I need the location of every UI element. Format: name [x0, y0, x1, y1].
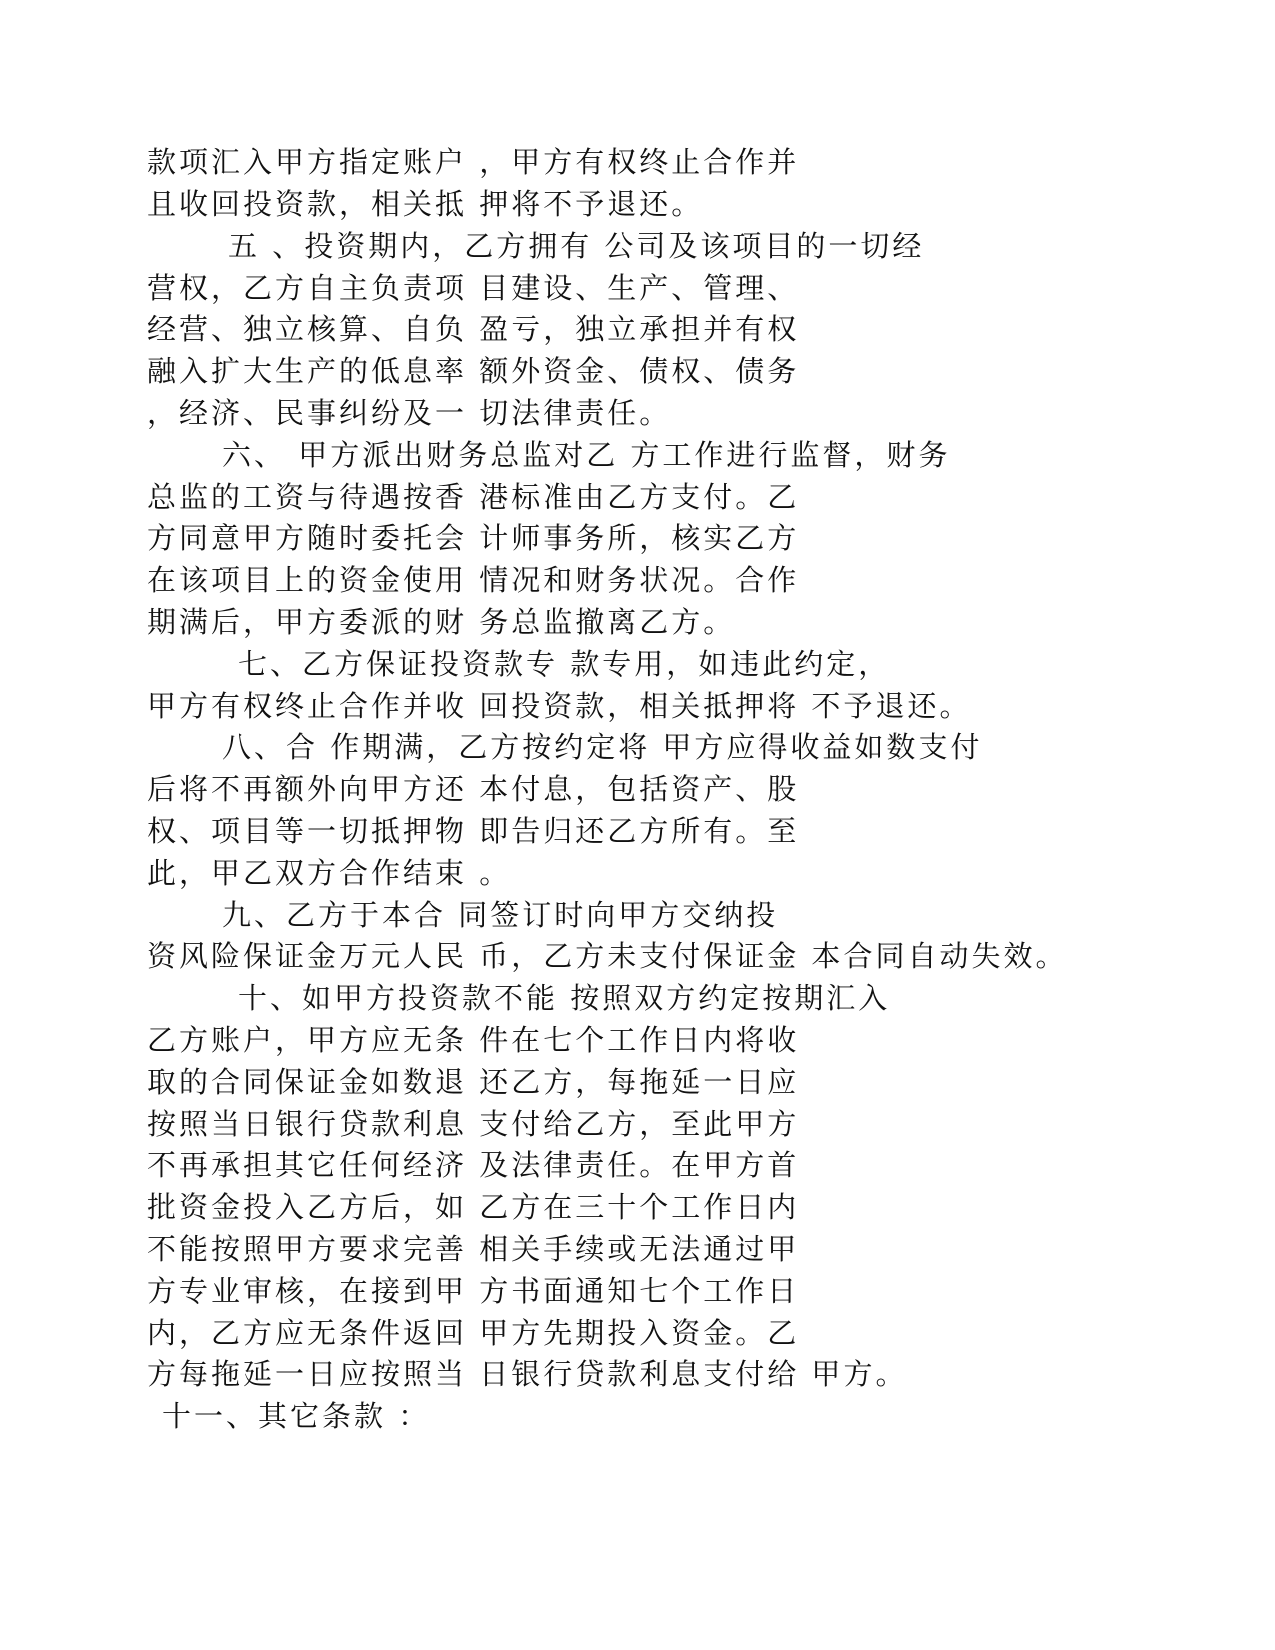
text-line: 乙方账户，甲方应无条 件在七个工作日内将收: [147, 1023, 800, 1057]
text-line: 十、如甲方投资款不能 按照双方约定按期汇入: [238, 981, 891, 1015]
text-line: 资风险保证金万元人民 币，乙方未支付保证金 本合同自动失效。: [147, 939, 1068, 973]
text-line: 在该项目上的资金使用 情况和财务状况。合作: [147, 563, 800, 597]
text-line: 方专业审核，在接到甲 方书面通知七个工作日: [147, 1274, 800, 1308]
text-line: 后将不再额外向甲方还 本付息，包括资产、股: [147, 772, 800, 806]
text-line: 七、乙方保证投资款专 款专用，如违此约定，: [238, 647, 891, 681]
text-line: 八、合 作期满，乙方按约定将 甲方应得收益如数支付: [222, 730, 983, 764]
text-line: 取的合同保证金如数退 还乙方，每拖延一日应: [147, 1065, 800, 1099]
text-line: 总监的工资与待遇按香 港标准由乙方支付。乙: [147, 480, 800, 514]
text-line: ，经济、民事纠纷及一 切法律责任。: [147, 396, 672, 430]
text-line: 营权，乙方自主负责项 目建设、生产、管理、: [147, 271, 800, 305]
text-line: 内，乙方应无条件返回 甲方先期投入资金。乙: [147, 1316, 800, 1350]
text-line: 且收回投资款，相关抵 押将不予退还。: [147, 187, 704, 221]
text-line: 方同意甲方随时委托会 计师事务所，核实乙方: [147, 521, 800, 555]
text-line: 不能按照甲方要求完善 相关手续或无法通过甲: [147, 1232, 800, 1266]
text-line: 经营、独立核算、自负 盈亏，独立承担并有权: [147, 312, 800, 346]
text-line: 权、项目等一切抵押物 即告归还乙方所有。至: [147, 814, 800, 848]
text-line: 按照当日银行贷款利息 支付给乙方，至此甲方: [147, 1107, 800, 1141]
text-line: 期满后，甲方委派的财 务总监撤离乙方。: [147, 605, 736, 639]
text-line: 九、乙方于本合 同签订时向甲方交纳投: [222, 898, 779, 932]
text-line: 融入扩大生产的低息率 额外资金、债权、债务: [147, 354, 800, 388]
text-line: 此，甲乙双方合作结束 。: [147, 856, 512, 890]
text-line: 不再承担其它任何经济 及法律责任。在甲方首: [147, 1148, 800, 1182]
text-line: 六、 甲方派出财务总监对乙 方工作进行监督，财务: [222, 438, 951, 472]
text-line: 甲方有权终止合作并收 回投资款，相关抵押将 不予退还。: [147, 689, 972, 723]
text-line: 方每拖延一日应按照当 日银行贷款利息支付给 甲方。: [147, 1357, 908, 1391]
text-line: 批资金投入乙方后，如 乙方在三十个工作日内: [147, 1190, 800, 1224]
text-line: 五 、投资期内，乙方拥有 公司及该项目的一切经: [228, 229, 925, 263]
text-line: 款项汇入甲方指定账户 ，甲方有权终止合作并: [147, 145, 800, 179]
text-line: 十一、其它条款 ：: [162, 1399, 431, 1433]
